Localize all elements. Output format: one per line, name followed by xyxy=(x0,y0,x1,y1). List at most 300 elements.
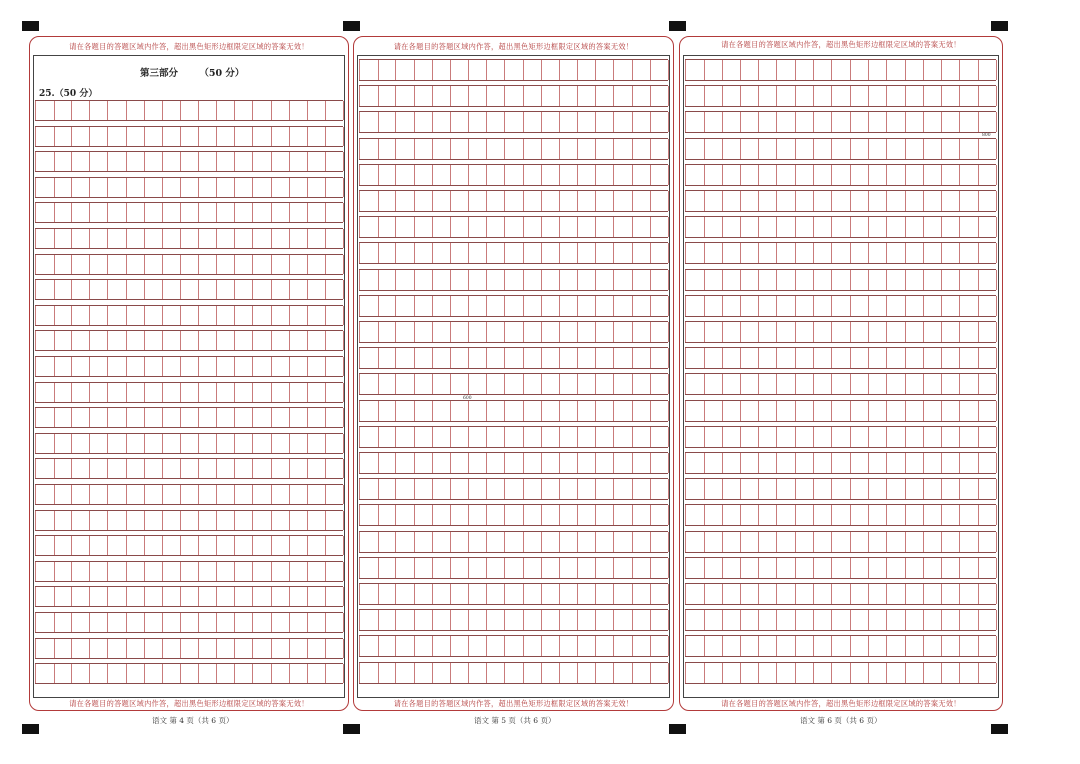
grid-cell[interactable] xyxy=(886,60,905,80)
grid-cell[interactable] xyxy=(486,453,505,473)
grid-row[interactable] xyxy=(35,151,343,172)
grid-cell[interactable] xyxy=(905,191,924,211)
grid-cell[interactable] xyxy=(432,374,451,394)
grid-cell[interactable] xyxy=(53,178,72,197)
grid-cell[interactable] xyxy=(414,296,433,316)
grid-cell[interactable] xyxy=(740,60,759,80)
grid-cell[interactable] xyxy=(758,112,777,132)
grid-cell[interactable] xyxy=(577,112,596,132)
grid-cell[interactable] xyxy=(758,479,777,499)
grid-cell[interactable] xyxy=(162,229,181,248)
grid-cell[interactable] xyxy=(180,203,199,222)
grid-cell[interactable] xyxy=(703,636,722,656)
grid-cell[interactable] xyxy=(35,152,55,171)
grid-cell[interactable] xyxy=(541,296,560,316)
grid-cell[interactable] xyxy=(325,229,344,248)
grid-cell[interactable] xyxy=(978,401,997,421)
grid-cell[interactable] xyxy=(414,558,433,578)
grid-cell[interactable] xyxy=(198,203,217,222)
grid-cell[interactable] xyxy=(89,639,108,658)
grid-cell[interactable] xyxy=(868,427,887,447)
grid-cell[interactable] xyxy=(432,584,451,604)
grid-cell[interactable] xyxy=(850,322,869,342)
grid-cell[interactable] xyxy=(541,60,560,80)
grid-cell[interactable] xyxy=(523,663,542,683)
grid-cell[interactable] xyxy=(776,427,795,447)
grid-cell[interactable] xyxy=(307,459,326,478)
grid-cell[interactable] xyxy=(107,562,126,581)
grid-cell[interactable] xyxy=(868,112,887,132)
grid-cell[interactable] xyxy=(795,532,814,552)
grid-cell[interactable] xyxy=(325,511,344,530)
grid-cell[interactable] xyxy=(978,296,997,316)
grid-cell[interactable] xyxy=(613,112,632,132)
grid-cell[interactable] xyxy=(868,60,887,80)
grid-cell[interactable] xyxy=(923,636,942,656)
grid-row[interactable] xyxy=(35,254,343,275)
grid-cell[interactable] xyxy=(740,558,759,578)
grid-cell[interactable] xyxy=(613,401,632,421)
grid-cell[interactable] xyxy=(35,408,55,427)
grid-cell[interactable] xyxy=(703,165,722,185)
grid-cell[interactable] xyxy=(198,101,217,120)
grid-cell[interactable] xyxy=(144,459,163,478)
grid-cell[interactable] xyxy=(252,178,271,197)
grid-cell[interactable] xyxy=(685,112,705,132)
grid-cell[interactable] xyxy=(978,348,997,368)
grid-cell[interactable] xyxy=(722,139,741,159)
grid-cell[interactable] xyxy=(450,217,469,237)
grid-cell[interactable] xyxy=(613,532,632,552)
grid-cell[interactable] xyxy=(53,459,72,478)
grid-cell[interactable] xyxy=(432,558,451,578)
grid-cell[interactable] xyxy=(595,60,614,80)
grid-cell[interactable] xyxy=(144,562,163,581)
grid-cell[interactable] xyxy=(359,401,379,421)
grid-cell[interactable] xyxy=(613,191,632,211)
grid-cell[interactable] xyxy=(162,127,181,146)
grid-cell[interactable] xyxy=(559,532,578,552)
grid-row[interactable] xyxy=(685,373,996,395)
grid-cell[interactable] xyxy=(359,270,379,290)
grid-cell[interactable] xyxy=(486,532,505,552)
grid-cell[interactable] xyxy=(468,139,487,159)
grid-cell[interactable] xyxy=(395,243,414,263)
grid-cell[interactable] xyxy=(144,587,163,606)
grid-cell[interactable] xyxy=(144,127,163,146)
grid-cell[interactable] xyxy=(271,383,290,402)
grid-cell[interactable] xyxy=(234,229,253,248)
grid-cell[interactable] xyxy=(325,434,344,453)
grid-cell[interactable] xyxy=(795,243,814,263)
grid-cell[interactable] xyxy=(595,479,614,499)
grid-cell[interactable] xyxy=(289,664,308,683)
grid-cell[interactable] xyxy=(198,562,217,581)
grid-cell[interactable] xyxy=(35,383,55,402)
grid-cell[interactable] xyxy=(613,165,632,185)
grid-cell[interactable] xyxy=(559,479,578,499)
grid-cell[interactable] xyxy=(559,401,578,421)
grid-cell[interactable] xyxy=(486,60,505,80)
grid-row[interactable] xyxy=(359,583,668,605)
grid-cell[interactable] xyxy=(905,374,924,394)
grid-cell[interactable] xyxy=(414,165,433,185)
grid-cell[interactable] xyxy=(432,636,451,656)
grid-cell[interactable] xyxy=(959,636,978,656)
grid-cell[interactable] xyxy=(432,610,451,630)
grid-cell[interactable] xyxy=(703,86,722,106)
grid-cell[interactable] xyxy=(831,86,850,106)
grid-cell[interactable] xyxy=(703,139,722,159)
grid-cell[interactable] xyxy=(541,453,560,473)
grid-cell[interactable] xyxy=(377,270,396,290)
grid-cell[interactable] xyxy=(53,357,72,376)
grid-cell[interactable] xyxy=(941,636,960,656)
grid-cell[interactable] xyxy=(414,322,433,342)
grid-cell[interactable] xyxy=(414,217,433,237)
grid-cell[interactable] xyxy=(831,217,850,237)
grid-cell[interactable] xyxy=(650,505,669,525)
grid-cell[interactable] xyxy=(271,280,290,299)
grid-cell[interactable] xyxy=(685,532,705,552)
grid-cell[interactable] xyxy=(577,296,596,316)
grid-cell[interactable] xyxy=(941,86,960,106)
grid-cell[interactable] xyxy=(577,270,596,290)
grid-cell[interactable] xyxy=(432,217,451,237)
grid-cell[interactable] xyxy=(541,479,560,499)
grid-row[interactable] xyxy=(35,561,343,582)
grid-cell[interactable] xyxy=(703,348,722,368)
grid-cell[interactable] xyxy=(941,296,960,316)
grid-cell[interactable] xyxy=(541,532,560,552)
grid-cell[interactable] xyxy=(252,357,271,376)
grid-cell[interactable] xyxy=(740,243,759,263)
grid-cell[interactable] xyxy=(486,112,505,132)
grid-cell[interactable] xyxy=(289,357,308,376)
grid-cell[interactable] xyxy=(541,636,560,656)
grid-cell[interactable] xyxy=(740,139,759,159)
grid-cell[interactable] xyxy=(923,217,942,237)
grid-cell[interactable] xyxy=(813,86,832,106)
grid-cell[interactable] xyxy=(978,139,997,159)
grid-cell[interactable] xyxy=(541,165,560,185)
grid-cell[interactable] xyxy=(577,532,596,552)
grid-cell[interactable] xyxy=(722,217,741,237)
grid-cell[interactable] xyxy=(289,229,308,248)
grid-cell[interactable] xyxy=(450,401,469,421)
grid-cell[interactable] xyxy=(595,322,614,342)
grid-cell[interactable] xyxy=(307,357,326,376)
grid-cell[interactable] xyxy=(307,536,326,555)
grid-cell[interactable] xyxy=(395,296,414,316)
grid-cell[interactable] xyxy=(486,270,505,290)
grid-cell[interactable] xyxy=(776,112,795,132)
grid-row[interactable] xyxy=(685,504,996,526)
grid-cell[interactable] xyxy=(923,610,942,630)
grid-cell[interactable] xyxy=(198,511,217,530)
grid-cell[interactable] xyxy=(289,613,308,632)
grid-cell[interactable] xyxy=(271,485,290,504)
grid-cell[interactable] xyxy=(722,610,741,630)
grid-cell[interactable] xyxy=(941,453,960,473)
grid-cell[interactable] xyxy=(359,348,379,368)
grid-cell[interactable] xyxy=(216,178,235,197)
grid-cell[interactable] xyxy=(850,139,869,159)
grid-cell[interactable] xyxy=(923,112,942,132)
grid-cell[interactable] xyxy=(523,584,542,604)
grid-cell[interactable] xyxy=(559,243,578,263)
grid-cell[interactable] xyxy=(35,203,55,222)
grid-cell[interactable] xyxy=(523,453,542,473)
grid-cell[interactable] xyxy=(252,434,271,453)
grid-row[interactable] xyxy=(359,295,668,317)
grid-cell[interactable] xyxy=(377,139,396,159)
grid-cell[interactable] xyxy=(959,217,978,237)
grid-cell[interactable] xyxy=(307,255,326,274)
grid-cell[interactable] xyxy=(35,255,55,274)
grid-cell[interactable] xyxy=(959,663,978,683)
grid-cell[interactable] xyxy=(325,485,344,504)
grid-cell[interactable] xyxy=(198,536,217,555)
grid-cell[interactable] xyxy=(289,434,308,453)
grid-cell[interactable] xyxy=(395,86,414,106)
grid-cell[interactable] xyxy=(126,536,145,555)
grid-cell[interactable] xyxy=(414,532,433,552)
grid-cell[interactable] xyxy=(325,331,344,350)
grid-cell[interactable] xyxy=(216,639,235,658)
grid-cell[interactable] xyxy=(978,663,997,683)
grid-cell[interactable] xyxy=(180,383,199,402)
grid-cell[interactable] xyxy=(850,191,869,211)
grid-cell[interactable] xyxy=(126,587,145,606)
grid-cell[interactable] xyxy=(613,663,632,683)
grid-cell[interactable] xyxy=(468,191,487,211)
grid-cell[interactable] xyxy=(685,60,705,80)
grid-cell[interactable] xyxy=(978,217,997,237)
grid-cell[interactable] xyxy=(523,348,542,368)
grid-cell[interactable] xyxy=(504,532,523,552)
grid-cell[interactable] xyxy=(813,296,832,316)
grid-cell[interactable] xyxy=(325,536,344,555)
grid-cell[interactable] xyxy=(941,663,960,683)
grid-cell[interactable] xyxy=(795,139,814,159)
grid-cell[interactable] xyxy=(198,664,217,683)
grid-cell[interactable] xyxy=(850,479,869,499)
grid-cell[interactable] xyxy=(776,191,795,211)
grid-cell[interactable] xyxy=(468,479,487,499)
grid-cell[interactable] xyxy=(377,479,396,499)
grid-cell[interactable] xyxy=(923,558,942,578)
grid-cell[interactable] xyxy=(813,165,832,185)
grid-cell[interactable] xyxy=(432,453,451,473)
grid-cell[interactable] xyxy=(559,610,578,630)
grid-cell[interactable] xyxy=(234,485,253,504)
grid-cell[interactable] xyxy=(289,280,308,299)
grid-cell[interactable] xyxy=(831,610,850,630)
grid-cell[interactable] xyxy=(905,270,924,290)
grid-cell[interactable] xyxy=(541,348,560,368)
grid-cell[interactable] xyxy=(758,558,777,578)
grid-cell[interactable] xyxy=(252,664,271,683)
grid-cell[interactable] xyxy=(234,280,253,299)
grid-cell[interactable] xyxy=(632,558,651,578)
grid-cell[interactable] xyxy=(559,217,578,237)
grid-cell[interactable] xyxy=(395,60,414,80)
grid-cell[interactable] xyxy=(595,401,614,421)
grid-cell[interactable] xyxy=(758,532,777,552)
grid-cell[interactable] xyxy=(252,459,271,478)
grid-cell[interactable] xyxy=(71,357,90,376)
grid-cell[interactable] xyxy=(216,331,235,350)
grid-cell[interactable] xyxy=(850,348,869,368)
grid-cell[interactable] xyxy=(523,374,542,394)
grid-cell[interactable] xyxy=(523,86,542,106)
grid-cell[interactable] xyxy=(703,663,722,683)
grid-cell[interactable] xyxy=(359,532,379,552)
grid-cell[interactable] xyxy=(886,453,905,473)
grid-cell[interactable] xyxy=(559,453,578,473)
grid-cell[interactable] xyxy=(162,408,181,427)
grid-cell[interactable] xyxy=(850,374,869,394)
grid-cell[interactable] xyxy=(126,280,145,299)
grid-cell[interactable] xyxy=(868,270,887,290)
grid-cell[interactable] xyxy=(831,584,850,604)
grid-cell[interactable] xyxy=(886,191,905,211)
grid-cell[interactable] xyxy=(107,357,126,376)
grid-cell[interactable] xyxy=(595,217,614,237)
grid-cell[interactable] xyxy=(959,86,978,106)
grid-cell[interactable] xyxy=(71,101,90,120)
grid-cell[interactable] xyxy=(53,255,72,274)
grid-cell[interactable] xyxy=(395,636,414,656)
grid-cell[interactable] xyxy=(450,139,469,159)
grid-cell[interactable] xyxy=(53,613,72,632)
grid-cell[interactable] xyxy=(89,536,108,555)
grid-cell[interactable] xyxy=(395,427,414,447)
grid-cell[interactable] xyxy=(325,613,344,632)
grid-cell[interactable] xyxy=(813,453,832,473)
grid-cell[interactable] xyxy=(595,663,614,683)
grid-cell[interactable] xyxy=(905,401,924,421)
grid-cell[interactable] xyxy=(740,427,759,447)
grid-cell[interactable] xyxy=(126,357,145,376)
grid-cell[interactable] xyxy=(71,127,90,146)
grid-cell[interactable] xyxy=(959,584,978,604)
grid-cell[interactable] xyxy=(395,453,414,473)
grid-cell[interactable] xyxy=(685,636,705,656)
grid-cell[interactable] xyxy=(559,191,578,211)
grid-row[interactable] xyxy=(35,510,343,531)
grid-cell[interactable] xyxy=(595,532,614,552)
grid-row[interactable] xyxy=(685,164,996,186)
grid-cell[interactable] xyxy=(450,322,469,342)
grid-row[interactable] xyxy=(685,111,996,133)
grid-cell[interactable] xyxy=(632,60,651,80)
grid-cell[interactable] xyxy=(722,479,741,499)
grid-cell[interactable] xyxy=(395,322,414,342)
grid-cell[interactable] xyxy=(432,191,451,211)
grid-cell[interactable] xyxy=(595,270,614,290)
grid-cell[interactable] xyxy=(613,139,632,159)
grid-cell[interactable] xyxy=(359,191,379,211)
grid-cell[interactable] xyxy=(650,479,669,499)
grid-cell[interactable] xyxy=(650,663,669,683)
grid-row[interactable] xyxy=(359,426,668,448)
grid-row[interactable] xyxy=(35,330,343,351)
grid-cell[interactable] xyxy=(414,112,433,132)
grid-cell[interactable] xyxy=(740,270,759,290)
grid-cell[interactable] xyxy=(685,191,705,211)
grid-cell[interactable] xyxy=(722,558,741,578)
grid-row[interactable] xyxy=(359,59,668,81)
grid-cell[interactable] xyxy=(107,434,126,453)
grid-cell[interactable] xyxy=(486,165,505,185)
grid-cell[interactable] xyxy=(395,663,414,683)
grid-cell[interactable] xyxy=(468,505,487,525)
grid-cell[interactable] xyxy=(978,243,997,263)
grid-cell[interactable] xyxy=(850,584,869,604)
grid-cell[interactable] xyxy=(577,427,596,447)
grid-cell[interactable] xyxy=(414,584,433,604)
grid-cell[interactable] xyxy=(923,86,942,106)
grid-cell[interactable] xyxy=(504,139,523,159)
grid-cell[interactable] xyxy=(144,511,163,530)
grid-cell[interactable] xyxy=(850,86,869,106)
grid-cell[interactable] xyxy=(432,348,451,368)
grid-cell[interactable] xyxy=(162,383,181,402)
grid-row[interactable] xyxy=(35,484,343,505)
grid-cell[interactable] xyxy=(234,511,253,530)
grid-cell[interactable] xyxy=(868,165,887,185)
grid-cell[interactable] xyxy=(216,203,235,222)
grid-cell[interactable] xyxy=(523,532,542,552)
grid-cell[interactable] xyxy=(941,270,960,290)
grid-cell[interactable] xyxy=(126,127,145,146)
grid-row[interactable] xyxy=(685,321,996,343)
grid-cell[interactable] xyxy=(541,663,560,683)
grid-row[interactable] xyxy=(35,100,343,121)
grid-cell[interactable] xyxy=(923,663,942,683)
grid-cell[interactable] xyxy=(107,613,126,632)
grid-cell[interactable] xyxy=(595,296,614,316)
grid-cell[interactable] xyxy=(905,610,924,630)
grid-cell[interactable] xyxy=(359,322,379,342)
grid-cell[interactable] xyxy=(377,401,396,421)
grid-cell[interactable] xyxy=(144,383,163,402)
grid-cell[interactable] xyxy=(180,511,199,530)
grid-cell[interactable] xyxy=(144,280,163,299)
grid-cell[interactable] xyxy=(486,243,505,263)
grid-cell[interactable] xyxy=(978,584,997,604)
grid-row[interactable] xyxy=(35,279,343,300)
grid-cell[interactable] xyxy=(758,139,777,159)
grid-cell[interactable] xyxy=(886,112,905,132)
grid-cell[interactable] xyxy=(685,322,705,342)
grid-cell[interactable] xyxy=(923,139,942,159)
grid-row[interactable] xyxy=(359,373,668,395)
grid-cell[interactable] xyxy=(740,401,759,421)
grid-cell[interactable] xyxy=(613,86,632,106)
grid-cell[interactable] xyxy=(722,191,741,211)
grid-cell[interactable] xyxy=(850,296,869,316)
grid-cell[interactable] xyxy=(395,374,414,394)
grid-cell[interactable] xyxy=(740,112,759,132)
grid-cell[interactable] xyxy=(53,408,72,427)
grid-cell[interactable] xyxy=(559,165,578,185)
grid-cell[interactable] xyxy=(703,191,722,211)
grid-cell[interactable] xyxy=(541,270,560,290)
grid-cell[interactable] xyxy=(740,584,759,604)
